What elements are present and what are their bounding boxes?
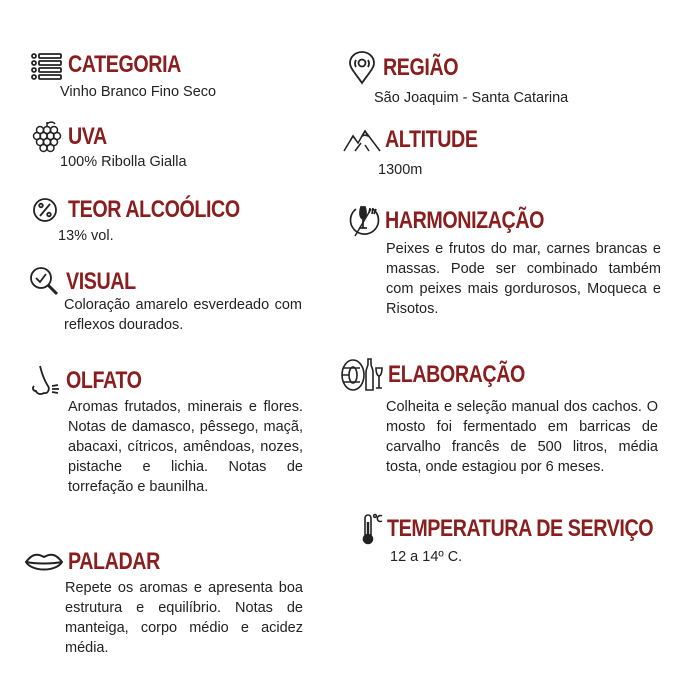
altitude-title: ALTITUDE: [385, 126, 478, 153]
magnifier-icon: [28, 265, 62, 299]
temperatura-heading: [357, 512, 700, 546]
teor-title: TEOR ALCOÓLICO: [68, 196, 240, 223]
mountains-icon: [343, 123, 381, 157]
paladar-text: Repete os aromas e apresenta boa estrutura e equilíbrio. Notas de manteiga, corpo médio e acidez média.: [65, 580, 303, 656]
regiao-text: São Joaquim - Santa Catarina: [374, 90, 569, 106]
harmonizacao-heading: [347, 203, 579, 239]
regiao-title: REGIÃO: [383, 54, 459, 81]
categoria-title: CATEGORIA: [68, 51, 181, 78]
pairing-icon: [347, 203, 381, 239]
temperatura-text: 12 a 14º C.: [390, 549, 463, 565]
uva-heading: [30, 120, 115, 154]
elaboracao-heading: [340, 356, 555, 394]
percent-icon: [30, 193, 64, 227]
elaboracao-text: Colheita e seleção manual dos cachos. O mosto foi fermentado em barricas de carvalho francês de 500 litros, média tosta, onde estagiou por 6 meses.: [386, 399, 658, 475]
teor-heading: [30, 193, 277, 227]
olfato-text: Aromas frutados, minerais e flores. Notas de damasco, pêssego, maçã, abacaxi, cítricos, amêndoas, nozes, pistache e lichia. Notas de torrefação e baunilha.: [68, 399, 303, 495]
barrel-bottle-icon: [340, 356, 384, 394]
regiao-heading: [345, 51, 475, 85]
lips-icon: [24, 545, 64, 579]
altitude-text: 1300m: [378, 162, 423, 178]
visual-title: VISUAL: [66, 268, 136, 295]
harmonizacao-title: HARMONIZAÇÃO: [385, 207, 545, 234]
harmonizacao-text: Peixes e frutos do mar, carnes brancas e massas. Pode ser combinado também com peixes mais gordurosos, Moqueca e Risotos.: [386, 241, 661, 317]
visual-text: Coloração amarelo esverdeado com reflexos dourados.: [64, 297, 302, 333]
categoria-text: Vinho Branco Fino Seco: [60, 84, 217, 100]
altitude-heading: [343, 123, 498, 157]
uva-title: UVA: [68, 123, 107, 150]
location-pin-icon: [345, 51, 379, 85]
olfato-heading: [28, 364, 158, 398]
elaboracao-title: ELABORAÇÃO: [388, 361, 525, 388]
categoria-heading: [30, 48, 206, 82]
grapes-icon: [30, 120, 64, 154]
teor-text: 13% vol.: [58, 228, 114, 244]
visual-heading: [28, 265, 151, 299]
nose-icon: [28, 364, 62, 398]
paladar-heading: [24, 545, 180, 579]
thermometer-icon: [357, 512, 383, 546]
temperatura-title: TEMPERATURA DE SERVIÇO: [387, 515, 654, 542]
olfato-title: OLFATO: [66, 367, 142, 394]
list-icon: [30, 48, 64, 82]
uva-text: 100% Ribolla Gialla: [60, 154, 187, 170]
paladar-title: PALADAR: [68, 548, 160, 575]
